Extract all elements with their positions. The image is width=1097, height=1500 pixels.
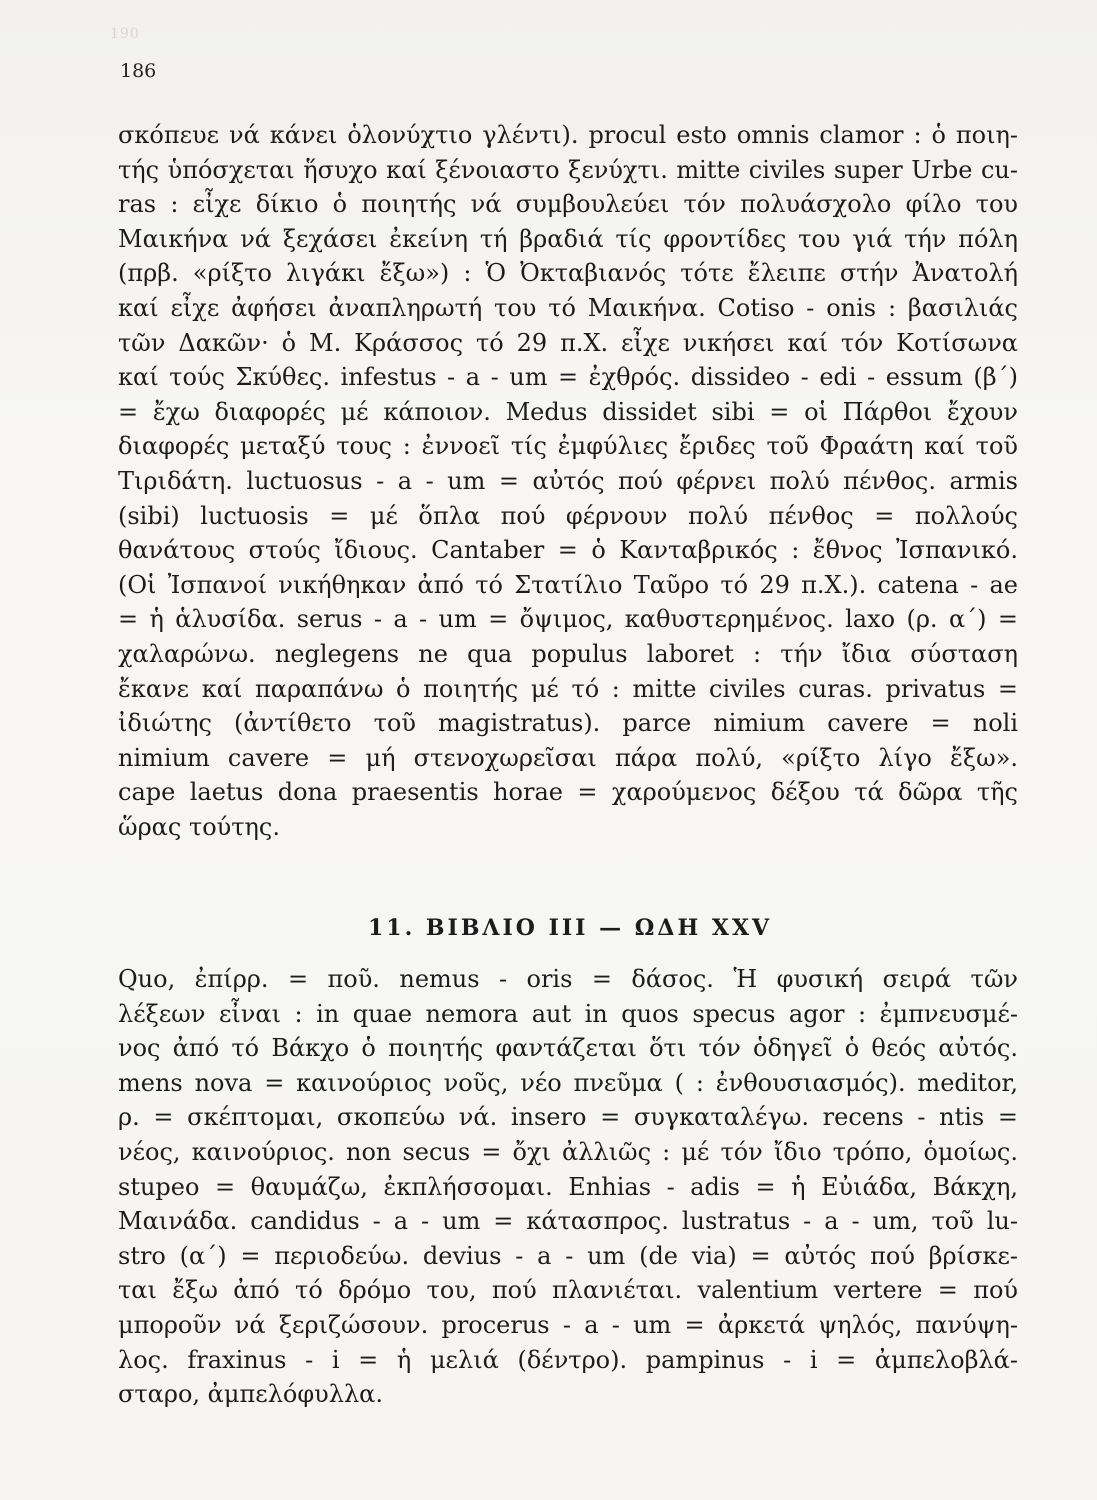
page-number: 186 bbox=[120, 60, 157, 82]
text-line: διαφορές μεταξύ τους : ἐννοεῖ τίς ἐμφύλιες ἔριδες τοῦ Φραάτη καί τοῦ bbox=[118, 432, 1018, 461]
text-line: ὥρας τούτης. bbox=[118, 812, 280, 841]
text-line: ἰδιώτης (ἀντίθετο τοῦ magistratus). parce nimium cavere = noli bbox=[118, 709, 1018, 738]
text-line: σκόπευε νά κάνει ὁλονύχτιο γλέντι). procul esto omnis clamor : ὁ ποιη- bbox=[118, 121, 1018, 149]
text-line: λος. fraxinus - i = ἡ μελιά (δέντρο). pampinus - i = ἀμπελοβλά- bbox=[118, 1345, 1018, 1374]
text-line: καί εἶχε ἀφήσει ἀναπληρωτή του τό Μαικήνα. Cotiso - onis : βασιλιάς bbox=[118, 293, 1018, 322]
text-line: stupeo = θαυμάζω, ἐκπλήσσομαι. Enhias - adis = ἡ Εὐιάδα, Βάκχη, bbox=[118, 1172, 1018, 1201]
text-line: = ἡ ἁλυσίδα. serus - a - um = ὄψιμος, καθυστερημένος. laxo (ρ. α΄) = bbox=[118, 605, 1018, 634]
text-line: Μαικήνα νά ξεχάσει ἐκείνη τή βραδιά τίς φροντίδες του γιά τήν πόλη bbox=[118, 224, 1018, 253]
text-line: ras : εἶχε δίκιο ὁ ποιητής νά συμβουλεύει τόν πολυάσχολο φίλο του bbox=[118, 190, 1018, 219]
text-line: μποροῦν νά ξεριζώσουν. procerus - a - um = ἀρκετά ψηλός, πανύψη- bbox=[118, 1310, 1018, 1339]
text-line: Quo, ἐπίρρ. = ποῦ. nemus - oris = δάσος. Ἡ φυσική σειρά τῶν bbox=[118, 965, 1018, 993]
text-line: νέος, καινούριος. non secus = ὄχι ἀλλιῶς : μέ τόν ἴδιο τρόπο, ὁμοίως. bbox=[118, 1137, 1018, 1166]
section-heading: 11. ΒΙΒΛΙΟ III — ΩΔΗ XXV bbox=[368, 915, 773, 941]
bleed-through-mark: 190 bbox=[110, 26, 140, 42]
text-line: = ἔχω διαφορές μέ κάποιον. Medus dissidet sibi = οἱ Πάρθοι ἔχουν bbox=[118, 397, 1018, 426]
text-line: καί τούς Σκύθες. infestus - a - um = ἐχθρός. dissideo - edi - essum (β΄) bbox=[118, 363, 1018, 392]
commentary-paragraph-1 bbox=[118, 118, 1018, 844]
text-line: (Οἱ Ἰσπανοί νικήθηκαν ἀπό τό Στατίλιο Ταῦρο τό 29 π.Χ.). catena - ae bbox=[118, 570, 1018, 599]
text-line: nimium cavere = μή στενοχωρεῖσαι πάρα πολύ, «ρίξτο λίγο ἔξω». bbox=[118, 743, 1018, 772]
text-line: cape laetus dona praesentis horae = χαρούμενος δέξου τά δῶρα τῆς bbox=[118, 778, 1018, 807]
text-line: Τιριδάτη. luctuosus - a - um = αὐτός πού φέρνει πολύ πένθος. armis bbox=[118, 466, 1018, 495]
text-line: τής ὑπόσχεται ἥσυχο καί ξένοιαστο ξενύχτι. mitte civiles super Urbe cu- bbox=[118, 155, 1018, 184]
text-line: ἔκανε καί παραπάνω ὁ ποιητής μέ τό : mitte civiles curas. privatus = bbox=[118, 674, 1018, 703]
text-line: mens nova = καινούριος νοῦς, νέο πνεῦμα ( : ἐνθουσιασμός). meditor, bbox=[118, 1068, 1018, 1097]
text-line: (πρβ. «ρίξτο λιγάκι ἔξω») : Ὁ Ὀκταβιανός τότε ἔλειπε στήν Ἀνατολή bbox=[118, 259, 1018, 288]
text-line: νος ἀπό τό Βάκχο ὁ ποιητής φαντάζεται ὅτι τόν ὁδηγεῖ ὁ θεός αὐτός. bbox=[118, 1034, 1018, 1063]
text-line: Μαινάδα. candidus - a - um = κάτασπρος. lustratus - a - um, τοῦ lu- bbox=[118, 1207, 1018, 1236]
text-line: θανάτους στούς ἴδιους. Cantaber = ὁ Κανταβρικός : ἔθνος Ἰσπανικό. bbox=[118, 536, 1018, 565]
text-line: λέξεων εἶναι : in quae nemora aut in quos specus agor : ἐμπνευσμέ- bbox=[118, 999, 1018, 1028]
text-line: ρ. = σκέπτομαι, σκοπεύω νά. insero = συγκαταλέγω. recens - ntis = bbox=[118, 1103, 1018, 1132]
text-line: τῶν Δακῶν· ὁ Μ. Κράσσος τό 29 π.Χ. εἶχε νικήσει καί τόν Κοτίσωνα bbox=[118, 328, 1018, 357]
commentary-paragraph-2 bbox=[118, 962, 1018, 1412]
text-line: ται ἔξω ἀπό τό δρόμο του, πού πλανιέται. valentium vertere = πού bbox=[118, 1276, 1018, 1305]
text-line: χαλαρώνω. neglegens ne qua populus laboret : τήν ἴδια σύσταση bbox=[118, 639, 1018, 668]
text-line: σταρο, ἀμπελόφυλλα. bbox=[118, 1380, 384, 1409]
text-line: (sibi) luctuosis = μέ ὅπλα πού φέρνουν πολύ πένθος = πολλούς bbox=[118, 501, 1018, 530]
text-line: stro (α΄) = περιοδεύω. devius - a - um (de via) = αὐτός πού βρίσκε- bbox=[118, 1241, 1018, 1270]
